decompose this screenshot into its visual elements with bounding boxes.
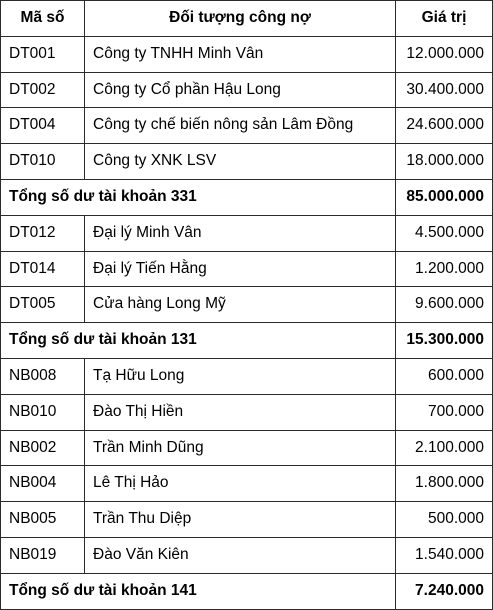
table-row: [1, 215, 493, 251]
table-header: [1, 1, 493, 37]
cell-value: 12.000.000: [396, 36, 493, 72]
cell-code: NB005: [1, 502, 85, 538]
total-row: [1, 573, 493, 609]
cell-debtor-name: Trần Thu Diệp: [85, 502, 396, 538]
cell-debtor-name: Lê Thị Hảo: [85, 466, 396, 502]
cell-debtor-name: Công ty Cổ phần Hậu Long: [85, 72, 396, 108]
header-debtor: Đối tượng công nợ: [85, 1, 396, 37]
table-row: [1, 430, 493, 466]
cell-debtor-name: Đại lý Tiến Hằng: [85, 251, 396, 287]
cell-code: DT014: [1, 251, 85, 287]
cell-code: NB008: [1, 358, 85, 394]
table-row: [1, 144, 493, 180]
cell-value: 2.100.000: [396, 430, 493, 466]
cell-code: NB004: [1, 466, 85, 502]
cell-code: DT005: [1, 287, 85, 323]
cell-code: NB002: [1, 430, 85, 466]
table-row: [1, 108, 493, 144]
table-row: [1, 502, 493, 538]
cell-debtor-name: Công ty chế biến nông sản Lâm Đồng: [85, 108, 396, 144]
total-value: 15.300.000: [396, 323, 493, 359]
table-row: [1, 394, 493, 430]
total-value: 85.000.000: [396, 179, 493, 215]
cell-value: 30.400.000: [396, 72, 493, 108]
table-row: [1, 287, 493, 323]
cell-code: NB019: [1, 537, 85, 573]
total-label: Tổng số dư tài khoản 331: [1, 179, 396, 215]
header-value: Giá trị: [396, 1, 493, 37]
cell-value: 500.000: [396, 502, 493, 538]
table-row: [1, 251, 493, 287]
total-row: [1, 179, 493, 215]
total-row: [1, 323, 493, 359]
cell-value: 24.600.000: [396, 108, 493, 144]
table-row: [1, 537, 493, 573]
total-value: 7.240.000: [396, 573, 493, 609]
cell-code: DT010: [1, 144, 85, 180]
cell-value: 1.800.000: [396, 466, 493, 502]
cell-value: 1.540.000: [396, 537, 493, 573]
cell-debtor-name: Đào Thị Hiền: [85, 394, 396, 430]
cell-debtor-name: Đại lý Minh Vân: [85, 215, 396, 251]
cell-debtor-name: Công ty XNK LSV: [85, 144, 396, 180]
table-row: [1, 36, 493, 72]
cell-value: 700.000: [396, 394, 493, 430]
cell-value: 9.600.000: [396, 287, 493, 323]
cell-value: 1.200.000: [396, 251, 493, 287]
cell-debtor-name: Đào Văn Kiên: [85, 537, 396, 573]
cell-debtor-name: Cửa hàng Long Mỹ: [85, 287, 396, 323]
table-row: [1, 466, 493, 502]
header-code: Mã số: [1, 1, 85, 37]
total-label: Tổng số dư tài khoản 131: [1, 323, 396, 359]
cell-debtor-name: Tạ Hữu Long: [85, 358, 396, 394]
cell-debtor-name: Công ty TNHH Minh Vân: [85, 36, 396, 72]
cell-value: 18.000.000: [396, 144, 493, 180]
table-row: [1, 72, 493, 108]
cell-code: DT002: [1, 72, 85, 108]
cell-value: 600.000: [396, 358, 493, 394]
cell-code: DT001: [1, 36, 85, 72]
cell-code: DT004: [1, 108, 85, 144]
cell-code: NB010: [1, 394, 85, 430]
header-row: [1, 1, 493, 37]
cell-code: DT012: [1, 215, 85, 251]
table-row: [1, 358, 493, 394]
cell-value: 4.500.000: [396, 215, 493, 251]
table-body: [1, 36, 493, 609]
total-label: Tổng số dư tài khoản 141: [1, 573, 396, 609]
cell-debtor-name: Trần Minh Dũng: [85, 430, 396, 466]
